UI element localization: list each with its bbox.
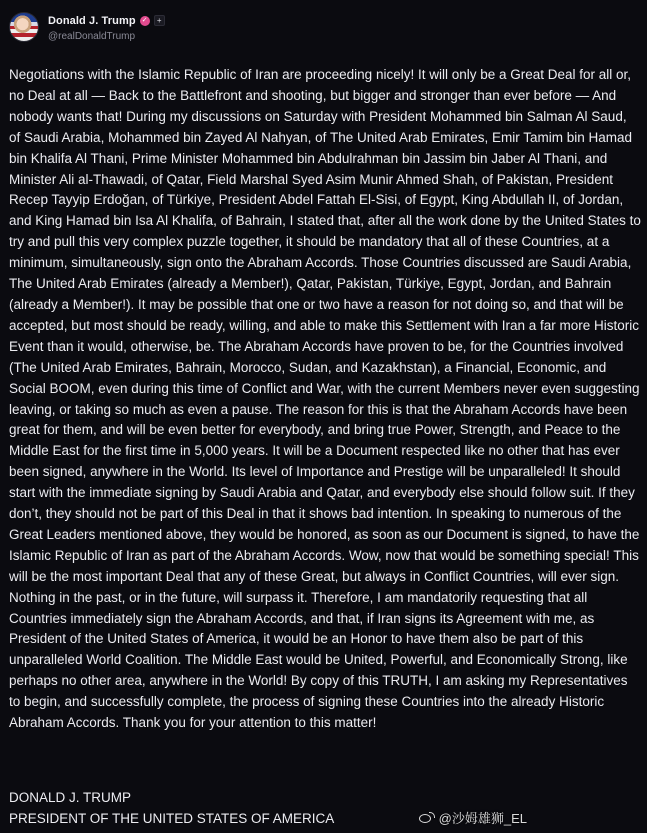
author-name-row [48, 13, 165, 29]
author-handle[interactable]: @realDonaldTrump [48, 30, 136, 42]
author-avatar[interactable] [9, 12, 39, 42]
author-display-name[interactable]: Donald J. Trump [48, 14, 136, 27]
post-signature [9, 788, 334, 830]
post-body-text: Negotiations with the Islamic Republic of Iran are proceeding nicely! It will only be a Great Deal for all or, no Deal at all — Back to the Battlefront and shooting, but bigger and stronger than ever before — And nobody wants that! During my discussions on Saturday with President Mohammed bin Salman Al Saud, of Saudi Arabia, Mohammed bin Zayed Al Nahyan, of The United Arab Emirates, Emir Tamim bin Hamad bin Khalifa Al Thani, Prime Minister Mohammed bin Abdulrahman bin Jassim bin Jaber Al Thani, and Minister Ali al-Thawadi, of Qatar, Field Marshal Syed Asim Munir Ahmed Shah, of Pakistan, President Recep Tayyip Erdoğan, of Türkiye, President Abdel Fattah El-Sisi, of Egypt, King Abdullah II, of Jordan, and King Hamad bin Isa Al Khalifa, of Bahrain, I stated that, after all the work done by the United States to try and pull this very complex puzzle together, it should be mandatory that all of these Countries, at a minimum, simultaneously, sign onto the Abraham Accords. Those Countries discussed are Saudi Arabia, The United Arab Emirates (already a Member!), Qatar, Pakistan, Türkiye, Egypt, Jordan, and Bahrain (already a Member!). It may be possible that one or two have a reason for not doing so, and that will be accepted, but most should be ready, willing, and able to make this Settlement with Iran a far more Historic Event than it would, otherwise, be. The Abraham Accords have proven to be, for the Countries involved (The United Arab Emirates, Bahrain, Morocco, Sudan, and Kazakhstan), a Financial, Economic, and Social BOOM, even during this time of Conflict and War, with the current Members never even suggesting leaving, or taking so much as even a pause. The reason for this is that the Abraham Accords have been great for them, and will be even better for everybody, and bring true Power, Strength, and Peace to the Middle East for the first time in 5,000 years. It will be a Document respected like no other that has ever been signed, anywhere in the World. Its level of Importance and Prestige will be unparalleled! It should start with the immediate signing by Saudi Arabia and Qatar, and everybody else should follow suit. If they don’t, they should not be part of this Deal in that it shows bad intention. In speaking to numerous of the Great Leaders mentioned above, they would be honored, as soon as our Document is signed, to have the Islamic Republic of Iran as part of the Abraham Accords. Wow, now that would be something special! This will be the most important Deal that any of these Great, but always in Conflict Countries, will ever sign. Nothing in the past, or in the future, will surpass it. Therefore, I am mandatorily requesting that all Countries immediately sign the Abraham Accords, and that, if Iran signs its Agreement with me, as President of the United States of America, it would be an Honor to have them also be part of this unparalleled World Coalition. The Middle East would be United, Powerful, and Economically Strong, like perhaps no other area, anywhere in the World! By copy of this TRUTH, I am asking my Representatives to begin, and successfully complete, the process of signing these Countries into the already Historic Abraham Accords. Thank you for your attention to this matter! [9, 67, 641, 731]
verified-badge-icon: ✓ [140, 16, 150, 26]
watermark [419, 808, 527, 827]
watermark-text: @沙姆雄狮_EL [438, 811, 527, 826]
signature-title: PRESIDENT OF THE UNITED STATES OF AMERICA [9, 810, 335, 826]
weibo-logo-icon [419, 812, 435, 824]
post-header [9, 10, 165, 44]
author-identity [48, 13, 165, 42]
plus-icon[interactable]: + [154, 15, 165, 26]
signature-name: DONALD J. TRUMP [9, 790, 132, 805]
